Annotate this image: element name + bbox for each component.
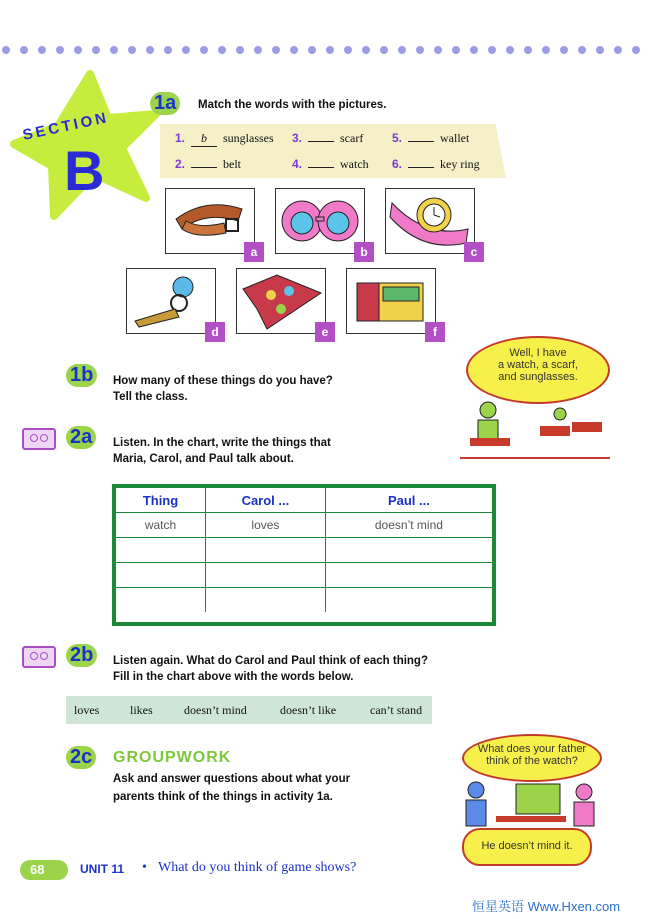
activity-1b-line1: How many of these things do you have? xyxy=(113,375,333,387)
activity-1a-instruction: Match the words with the pictures. xyxy=(198,99,387,111)
speech-bubble-answer: He doesn’t mind it. xyxy=(462,828,592,866)
activity-1b-line2: Tell the class. xyxy=(113,391,188,403)
chart-cell[interactable] xyxy=(325,588,492,613)
word-item: 6. key ring xyxy=(392,157,480,171)
unit-title: What do you think of game shows? xyxy=(158,860,357,875)
picture-tag: a xyxy=(244,242,264,262)
word-item: 1. b sunglasses xyxy=(175,131,274,145)
word-item: 4. watch xyxy=(292,157,369,171)
picture-tag: e xyxy=(315,322,335,342)
table-row xyxy=(116,513,492,538)
chart-header: Thing xyxy=(116,488,206,513)
picture-tag: f xyxy=(425,322,445,342)
activity-2c-line1: Ask and answer questions about what your xyxy=(113,773,351,785)
page-number: 68 xyxy=(30,862,45,877)
activity-2b-line1: Listen again. What do Carol and Paul think of each thing? xyxy=(113,655,428,667)
activity-2a-number: 2a xyxy=(66,426,96,449)
section-letter: B xyxy=(64,139,105,202)
belt-icon xyxy=(166,189,254,253)
word-bank-item: loves xyxy=(74,703,100,717)
unit-label: UNIT 11 xyxy=(80,862,125,876)
answer-blank[interactable]: b xyxy=(191,131,217,147)
picture-belt xyxy=(165,188,255,254)
word-bank-item: likes xyxy=(130,703,153,717)
word-item: 2. belt xyxy=(175,157,242,171)
chart-header-row xyxy=(116,488,492,513)
chart-cell[interactable] xyxy=(116,563,206,588)
key-ring-icon xyxy=(127,269,215,333)
wallet-icon xyxy=(347,269,435,333)
answer-blank[interactable] xyxy=(191,167,217,168)
word-bank-item: doesn’t like xyxy=(280,703,337,717)
activity-2c-number: 2c xyxy=(66,746,96,769)
picture-scarf xyxy=(236,268,326,334)
classroom-illustration xyxy=(460,398,610,462)
chart-header: Carol ... xyxy=(206,488,326,513)
activity-1a-number: 1a xyxy=(150,92,180,115)
answer-blank[interactable] xyxy=(408,167,434,168)
picture-tag: d xyxy=(205,322,225,342)
picture-tag: b xyxy=(354,242,374,262)
word-bank-item: can’t stand xyxy=(370,703,423,717)
audio-tape-icon[interactable] xyxy=(22,428,56,450)
chart-cell[interactable]: doesn’t mind xyxy=(325,513,492,538)
chart-cell[interactable] xyxy=(116,538,206,563)
table-row xyxy=(116,563,492,588)
sunglasses-icon xyxy=(276,189,364,253)
activity-1b-number: 1b xyxy=(66,364,97,387)
audio-tape-icon[interactable] xyxy=(22,646,56,668)
scarf-icon xyxy=(237,269,325,333)
word-bank xyxy=(66,696,432,724)
chart-cell[interactable]: loves xyxy=(206,513,326,538)
picture-sunglasses xyxy=(275,188,365,254)
word-item: 3. scarf xyxy=(292,131,364,145)
listening-chart xyxy=(112,484,496,626)
word-bank-item: doesn’t mind xyxy=(184,703,247,717)
chart-cell[interactable] xyxy=(206,588,326,613)
speech-bubble-question: What does your father think of the watch? xyxy=(462,734,602,782)
picture-wallet xyxy=(346,268,436,334)
watch-icon xyxy=(386,189,474,253)
activity-2a-line2: Maria, Carol, and Paul talk about. xyxy=(113,453,294,465)
activity-2b-number: 2b xyxy=(66,644,97,667)
activity-2a-line1: Listen. In the chart, write the things that xyxy=(113,437,331,449)
groupwork-illustration xyxy=(456,778,604,834)
answer-blank[interactable] xyxy=(308,167,334,168)
activity-2c-line2: parents think of the things in activity 1a. xyxy=(113,791,333,803)
chart-header: Paul ... xyxy=(325,488,492,513)
watermark[interactable]: 恒星英语 Www.Hxen.com xyxy=(472,899,621,914)
answer-blank[interactable] xyxy=(308,141,334,142)
table-row xyxy=(116,588,492,613)
activity-2b-line2: Fill in the chart above with the words below. xyxy=(113,671,354,683)
word-item: 5. wallet xyxy=(392,131,470,145)
chart-cell[interactable] xyxy=(325,538,492,563)
dotted-border xyxy=(0,44,650,56)
picture-watch xyxy=(385,188,475,254)
section-label: SECTION xyxy=(21,109,111,144)
picture-key-ring xyxy=(126,268,216,334)
footer-bullet: • xyxy=(142,860,147,875)
chart-cell[interactable] xyxy=(325,563,492,588)
chart-cell[interactable]: watch xyxy=(116,513,206,538)
picture-tag: c xyxy=(464,242,484,262)
answer-blank[interactable] xyxy=(408,141,434,142)
chart-cell[interactable] xyxy=(206,538,326,563)
table-row xyxy=(116,538,492,563)
speech-bubble: Well, I have a watch, a scarf, and sunglasses. xyxy=(466,336,610,404)
chart-cell[interactable] xyxy=(116,588,206,613)
groupwork-title: GROUPWORK xyxy=(113,749,232,766)
chart-cell[interactable] xyxy=(206,563,326,588)
